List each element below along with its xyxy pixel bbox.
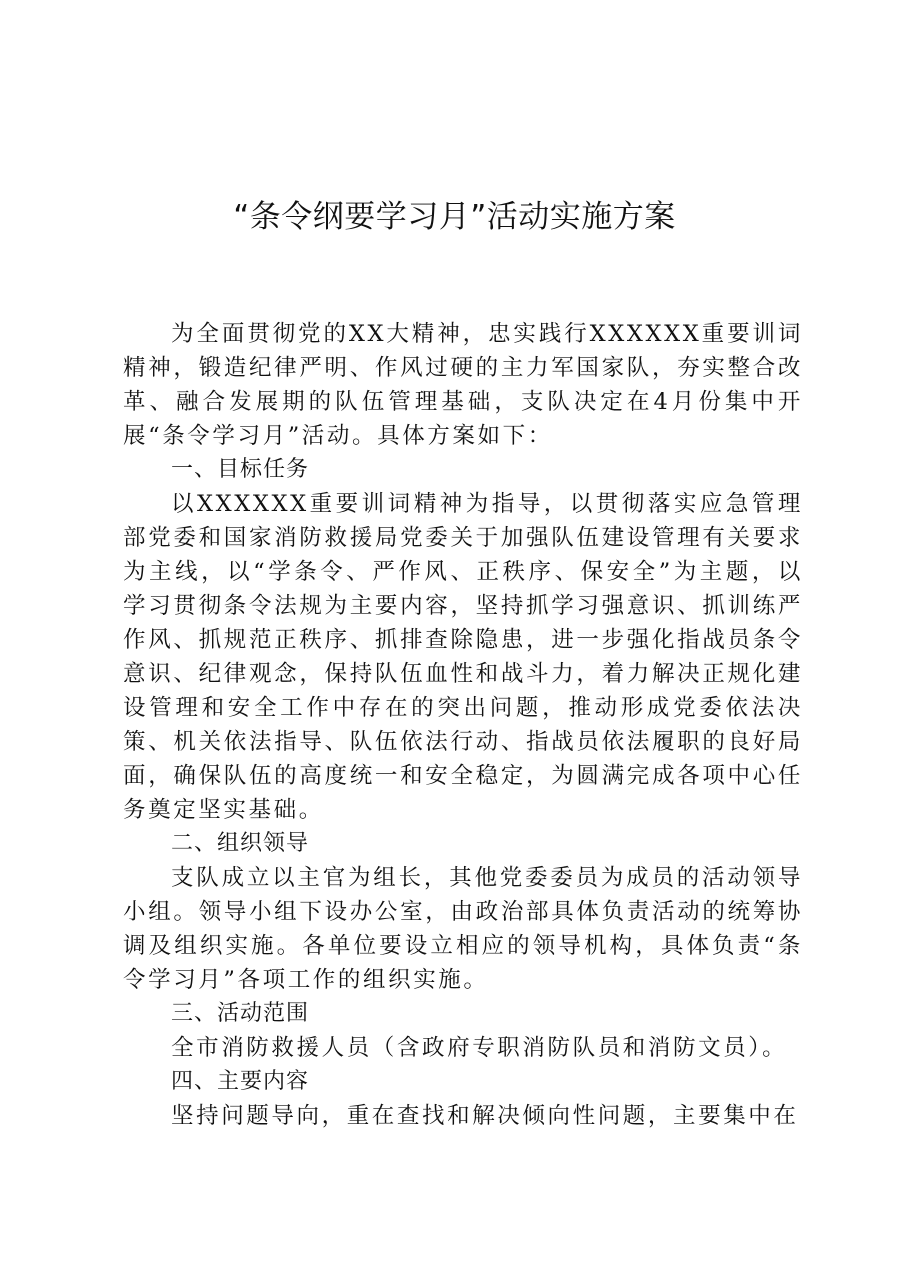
- section-body-organization: 支队成立以主官为组长，其他党委委员为成员的活动领导小组。领导小组下设办公室，由政治部具体负责活动的统筹协调及组织实施。各单位要设立相应的领导机构，具体负责“条令学习月”各项工作的组织实施。: [123, 865, 803, 993]
- section-body-scope: 全市消防救援人员（含政府专职消防队员和消防文员）。: [171, 1035, 788, 1061]
- section-heading-content: 四、主要内容: [171, 1069, 310, 1094]
- document-body: [123, 317, 803, 1133]
- page-title: “条令纲要学习月”活动实施方案: [233, 199, 676, 235]
- section-heading-scope: 三、活动范围: [171, 1001, 310, 1026]
- section-heading-organization: 二、组织领导: [171, 831, 310, 856]
- intro-paragraph: 为全面贯彻党的XX大精神，忠实践行XXXXXX重要训词精神，锻造纪律严明、作风过硬的主力军国家队，夯实整合改革、融合发展期的队伍管理基础，支队决定在4月份集中开展“条令学习月”活动。具体方案如下：: [123, 321, 803, 449]
- section-body-content: 坚持问题导向，重在查找和解决倾向性问题，主要集中在: [171, 1103, 799, 1129]
- section-heading-goals: 一、目标任务: [171, 457, 310, 482]
- section-body-goals: 以XXXXXX重要训词精神为指导，以贯彻落实应急管理部党委和国家消防救援局党委关于加强队伍建设管理有关要求为主线，以“学条令、严作风、正秩序、保安全”为主题，以学习贯彻条令法规为主要内容，坚持抓学习强意识、抓训练严作风、抓规范正秩序、抓排查除隐患，进一步强化指战员条令意识、纪律观念，保持队伍血性和战斗力，着力解决正规化建设管理和安全工作中存在的突出问题，推动形成党委依法决策、机关依法指导、队伍依法行动、指战员依法履职的良好局面，确保队伍的高度统一和安全稳定，为圆满完成各项中心任务奠定坚实基础。: [123, 491, 803, 823]
